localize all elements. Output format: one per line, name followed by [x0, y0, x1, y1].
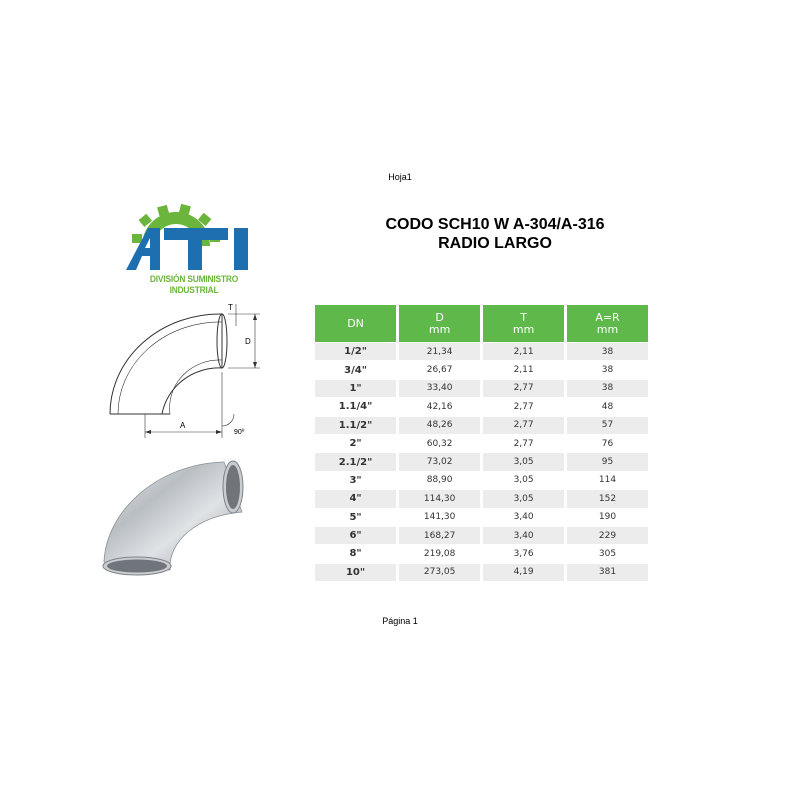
column-unit: mm: [596, 322, 619, 336]
table-row: [315, 434, 648, 452]
dim-t-label: T: [228, 303, 233, 312]
table-row: [315, 526, 648, 544]
table-cell: 1.1/4": [315, 397, 399, 415]
column-unit: mm: [512, 322, 535, 336]
table-cell: 42,16: [399, 397, 483, 415]
table-cell: 141,30: [399, 508, 483, 526]
gear-logo-icon: [118, 198, 270, 278]
dim-d-label: D: [245, 337, 251, 346]
table-cell: 3,05: [483, 489, 567, 507]
sheet-name: Hoja1: [388, 172, 412, 182]
column-header: [315, 305, 399, 342]
table-cell: 48,26: [399, 416, 483, 434]
table-cell: 3,05: [483, 471, 567, 489]
elbow-product-photo: [96, 452, 256, 584]
table-cell: 95: [567, 452, 648, 470]
table-header-row: [315, 305, 648, 342]
table-cell: 2,11: [483, 360, 567, 378]
table-cell: 26,67: [399, 360, 483, 378]
table-cell: 21,34: [399, 342, 483, 360]
table-row: [315, 563, 648, 581]
table-cell: 168,27: [399, 526, 483, 544]
table-row: [315, 416, 648, 434]
table-row: [315, 397, 648, 415]
table-cell: 2,77: [483, 379, 567, 397]
table-cell: 3": [315, 471, 399, 489]
table-cell: 273,05: [399, 563, 483, 581]
column-unit: mm: [428, 322, 451, 336]
title-line-2: RADIO LARGO: [438, 235, 552, 252]
table-cell: 6": [315, 526, 399, 544]
column-name: A=R: [595, 310, 620, 324]
table-cell: 114: [567, 471, 648, 489]
column-name: T: [520, 310, 527, 324]
table-cell: 48: [567, 397, 648, 415]
table-cell: 76: [567, 434, 648, 452]
table-cell: 3,05: [483, 452, 567, 470]
table-row: [315, 489, 648, 507]
table-cell: 3,76: [483, 544, 567, 562]
table-cell: 8": [315, 544, 399, 562]
page-title: [360, 215, 630, 253]
column-header: [399, 305, 483, 342]
table-cell: 2,11: [483, 342, 567, 360]
table-cell: 38: [567, 379, 648, 397]
elbow-technical-drawing: [100, 296, 275, 446]
angle-label: 90º: [234, 429, 245, 436]
table-row: [315, 360, 648, 378]
table-cell: 1.1/2": [315, 416, 399, 434]
table-cell: 10": [315, 563, 399, 581]
table-cell: 229: [567, 526, 648, 544]
table-cell: 381: [567, 563, 648, 581]
table-row: [315, 544, 648, 562]
table-cell: 190: [567, 508, 648, 526]
logo-subtitle: DIVISIÓN SUMINISTRO INDUSTRIAL: [149, 274, 239, 296]
column-name: D: [435, 310, 444, 324]
table-cell: 2.1/2": [315, 452, 399, 470]
table-cell: 1/2": [315, 342, 399, 360]
table-cell: 2,77: [483, 434, 567, 452]
company-logo: [118, 198, 270, 296]
table-cell: 3,40: [483, 526, 567, 544]
table-cell: 73,02: [399, 452, 483, 470]
table-cell: 33,40: [399, 379, 483, 397]
page-footer: Página 1: [382, 616, 418, 626]
column-header: [483, 305, 567, 342]
table-cell: 1": [315, 379, 399, 397]
column-name: DN: [347, 316, 364, 330]
table-cell: 2": [315, 434, 399, 452]
table-cell: 3,40: [483, 508, 567, 526]
table-row: [315, 342, 648, 360]
table-cell: 88,90: [399, 471, 483, 489]
table-row: [315, 379, 648, 397]
table-cell: 38: [567, 342, 648, 360]
table-row: [315, 452, 648, 470]
column-header: [567, 305, 648, 342]
table-cell: 38: [567, 360, 648, 378]
title-line-1: CODO SCH10 W A-304/A-316: [385, 216, 605, 233]
table-cell: 305: [567, 544, 648, 562]
spec-table: [315, 305, 648, 581]
table-cell: 57: [567, 416, 648, 434]
table-cell: 2,77: [483, 416, 567, 434]
table-cell: 219,08: [399, 544, 483, 562]
table-row: [315, 471, 648, 489]
table-cell: 5": [315, 508, 399, 526]
table-row: [315, 508, 648, 526]
table-cell: 4": [315, 489, 399, 507]
table-cell: 3/4": [315, 360, 399, 378]
table-cell: 4,19: [483, 563, 567, 581]
table-cell: 2,77: [483, 397, 567, 415]
table-cell: 152: [567, 489, 648, 507]
table-cell: 114,30: [399, 489, 483, 507]
dim-a-label: A: [180, 421, 186, 430]
table-cell: 60,32: [399, 434, 483, 452]
